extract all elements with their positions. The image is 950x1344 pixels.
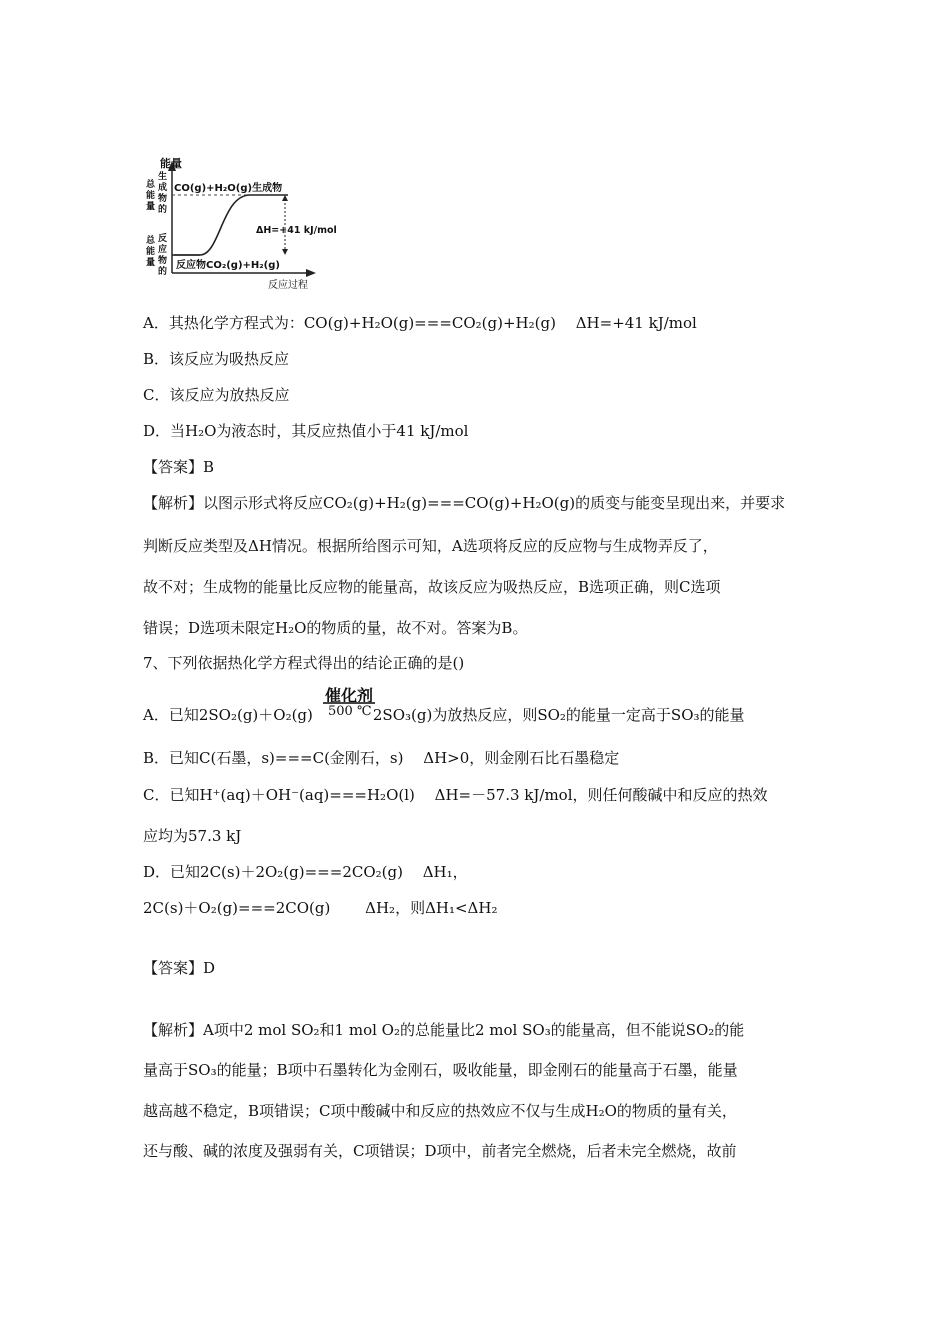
temperature-label: 500 ℃ (328, 704, 372, 719)
q7-option-d-line2: 2C(s)＋O₂(g)===2CO(g) ΔH₂，则ΔH₁<ΔH₂ (143, 899, 498, 917)
delta-h-label: ΔH=+41 kJ/mol (256, 225, 337, 236)
reactants-label: 反应物CO₂(g)+H₂(g) (176, 260, 280, 271)
q7-explanation-1: 【解析】A项中2 mol SO₂和1 mol O₂的总能量比2 mol SO₃的能量高，但不能说SO₂的能 (143, 1021, 745, 1039)
q7-option-a (143, 705, 745, 725)
q6-explanation-1: 【解析】以图示形式将反应CO₂(g)+H₂(g)===CO(g)+H₂O(g)的质变与能变呈现出来，并要求 (143, 494, 786, 512)
reactants-side-label: 总能量 反应物的 (146, 234, 168, 277)
q6-option-c: C．该反应为放热反应 (143, 386, 290, 404)
q6-option-a: A．其热化学方程式为：CO(g)+H₂O(g)===CO₂(g)+H₂(g) ΔH=+41 kJ/mol (143, 314, 697, 332)
energy-diagram-svg (140, 155, 337, 295)
products-side-label: 总能量 生成物的 (146, 172, 168, 215)
delta-h-arrow-head-down (282, 249, 288, 255)
q7-option-a-right: 2SO₃(g)为放热反应，则SO₂的能量一定高于SO₃的能量 (372, 706, 745, 724)
q7-option-c-line1: C．已知H⁺(aq)＋OH⁻(aq)===H₂O(l) ΔH=－57.3 kJ/mol，则任何酸碱中和反应的热效 (143, 786, 768, 804)
q7-explanation-4: 还与酸、碱的浓度及强弱有关，C项错误；D项中，前者完全燃烧，后者未完全燃烧，故前 (143, 1142, 737, 1160)
x-axis-label: 反应过程 (268, 280, 308, 291)
q7-explanation-3: 越高越不稳定，B项错误；C项中酸碱中和反应的热效应不仅与生成H₂O的物质的量有关， (143, 1102, 737, 1120)
q7-option-d-line1: D．已知2C(s)＋2O₂(g)===2CO₂(g) ΔH₁， (143, 863, 468, 881)
q6-explanation-3: 故不对；生成物的能量比反应物的能量高，故该反应为吸热反应，B选项正确，则C选项 (143, 578, 721, 596)
q7-explanation-2: 量高于SO₃的能量；B项中石墨转化为金刚石，吸收能量，即金刚石的能量高于石墨，能量 (143, 1061, 738, 1079)
q7-answer: 【答案】D (143, 959, 216, 977)
q7-stem: 7、下列依据热化学方程式得出的结论正确的是() (143, 654, 465, 672)
q6-explanation-2: 判断反应类型及ΔH情况。根据所给图示可知，A选项将反应的反应物与生成物弄反了， (143, 537, 718, 555)
x-axis-arrow (306, 269, 316, 277)
y-axis-label: 能量 (160, 157, 182, 170)
q7-option-b: B．已知C(石墨，s)===C(金刚石，s) ΔH>0，则金刚石比石墨稳定 (143, 749, 620, 767)
delta-h-arrow-head-up (282, 195, 288, 201)
catalyst-label: 催化剂 (325, 686, 374, 705)
q6-explanation-4: 错误；D选项未限定H₂O的物质的量，故不对。答案为B。 (143, 619, 528, 637)
energy-diagram (140, 155, 337, 295)
q6-option-b: B．该反应为吸热反应 (143, 350, 290, 368)
products-label: CO(g)+H₂O(g)生成物 (174, 183, 283, 194)
q7-option-c-line2: 应均为57.3 kJ (143, 827, 242, 845)
q7-option-a-left: A．已知2SO₂(g)＋O₂(g) (143, 706, 313, 724)
q6-option-d: D．当H₂O为液态时，其反应热值小于41 kJ/mol (143, 422, 469, 440)
q6-answer: 【答案】B (143, 458, 215, 476)
